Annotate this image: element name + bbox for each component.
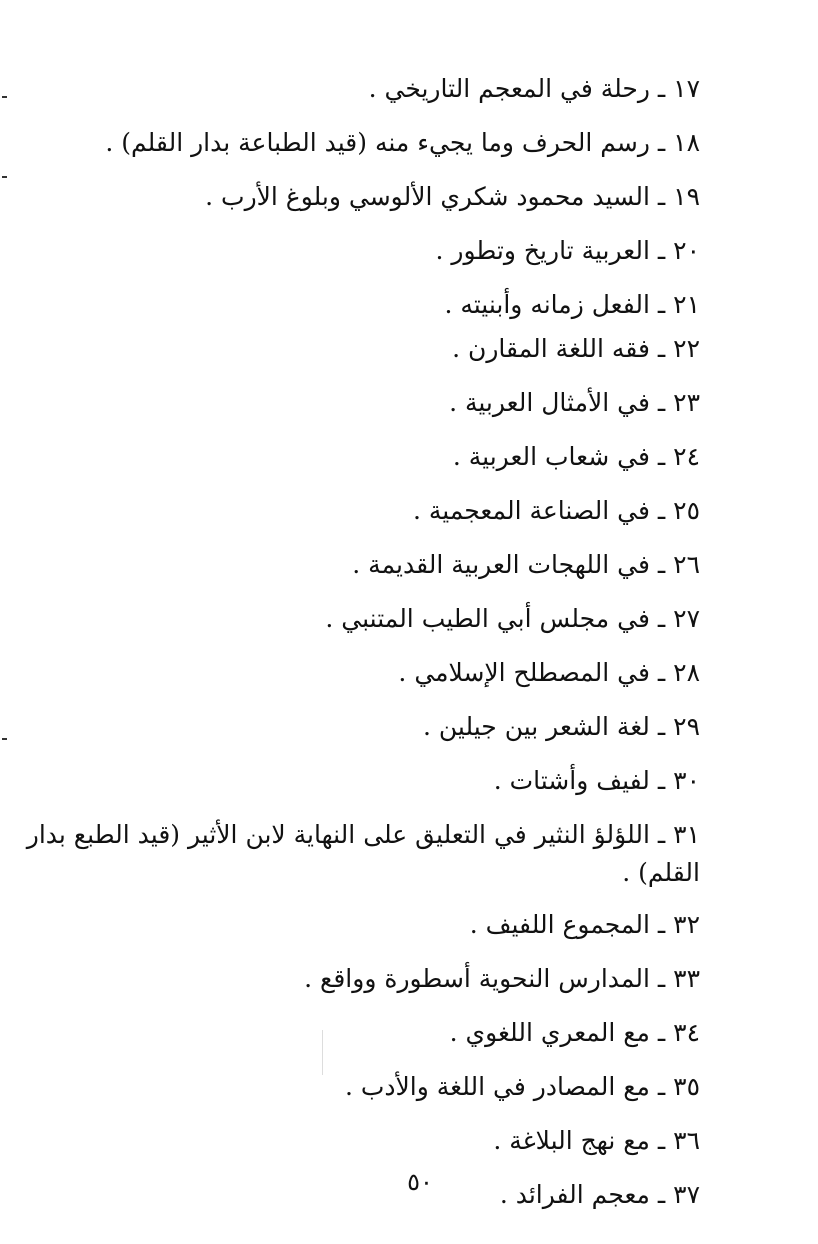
list-item: ١٩ ـ السيد محمود شكري الألوسي وبلوغ الأرب .	[205, 182, 700, 211]
list-item: ٢٩ ـ لغة الشعر بين جيلين .	[423, 712, 700, 741]
list-item: ١٧ ـ رحلة في المعجم التاريخي .	[368, 74, 700, 103]
list-item: ٢٤ ـ في شعاب العربية .	[452, 442, 700, 471]
list-item: ٣٤ ـ مع المعري اللغوي .	[449, 1018, 700, 1047]
list-item: ٢٠ ـ العربية تاريخ وتطور .	[435, 236, 700, 265]
list-item: ٣٣ ـ المدارس النحوية أسطورة وواقع .	[304, 964, 700, 993]
list-item: ٣٥ ـ مع المصادر في اللغة والأدب .	[344, 1072, 700, 1101]
list-item: ٢٣ ـ في الأمثال العربية .	[449, 388, 700, 417]
list-item: ٢٧ ـ في مجلس أبي الطيب المتنبي .	[325, 604, 700, 633]
list-item: ٢٨ ـ في المصطلح الإسلامي .	[398, 658, 700, 687]
list-item: ٣٢ ـ المجموع اللفيف .	[469, 910, 700, 939]
list-item: ٣٧ ـ معجم الفرائد .	[499, 1180, 700, 1209]
list-item: ٣١ ـ اللؤلؤ النثير في التعليق على النهاية لابن الأثير (قيد الطبع بدار القلم) .	[26, 820, 700, 887]
list-item: ١٨ ـ رسم الحرف وما يجيء منه (قيد الطباعة بدار القلم) .	[105, 128, 700, 157]
page-number: ٥٠	[407, 1168, 433, 1196]
scan-edge-mark	[2, 176, 7, 178]
list-item: ٢١ ـ الفعل زمانه وأبنيته .	[444, 290, 700, 319]
list-item: ٣٦ ـ مع نهج البلاغة .	[493, 1126, 700, 1155]
scan-edge-mark	[2, 738, 7, 740]
scan-edge-mark	[2, 96, 7, 98]
list-item: ٢٥ ـ في الصناعة المعجمية .	[413, 496, 700, 525]
list-item: ٢٦ ـ في اللهجات العربية القديمة .	[352, 550, 700, 579]
list-item: ٣٠ ـ لفيف وأشتات .	[493, 766, 700, 795]
list-item: ٢٢ ـ فقه اللغة المقارن .	[452, 334, 700, 363]
publications-list	[26, 70, 700, 1230]
